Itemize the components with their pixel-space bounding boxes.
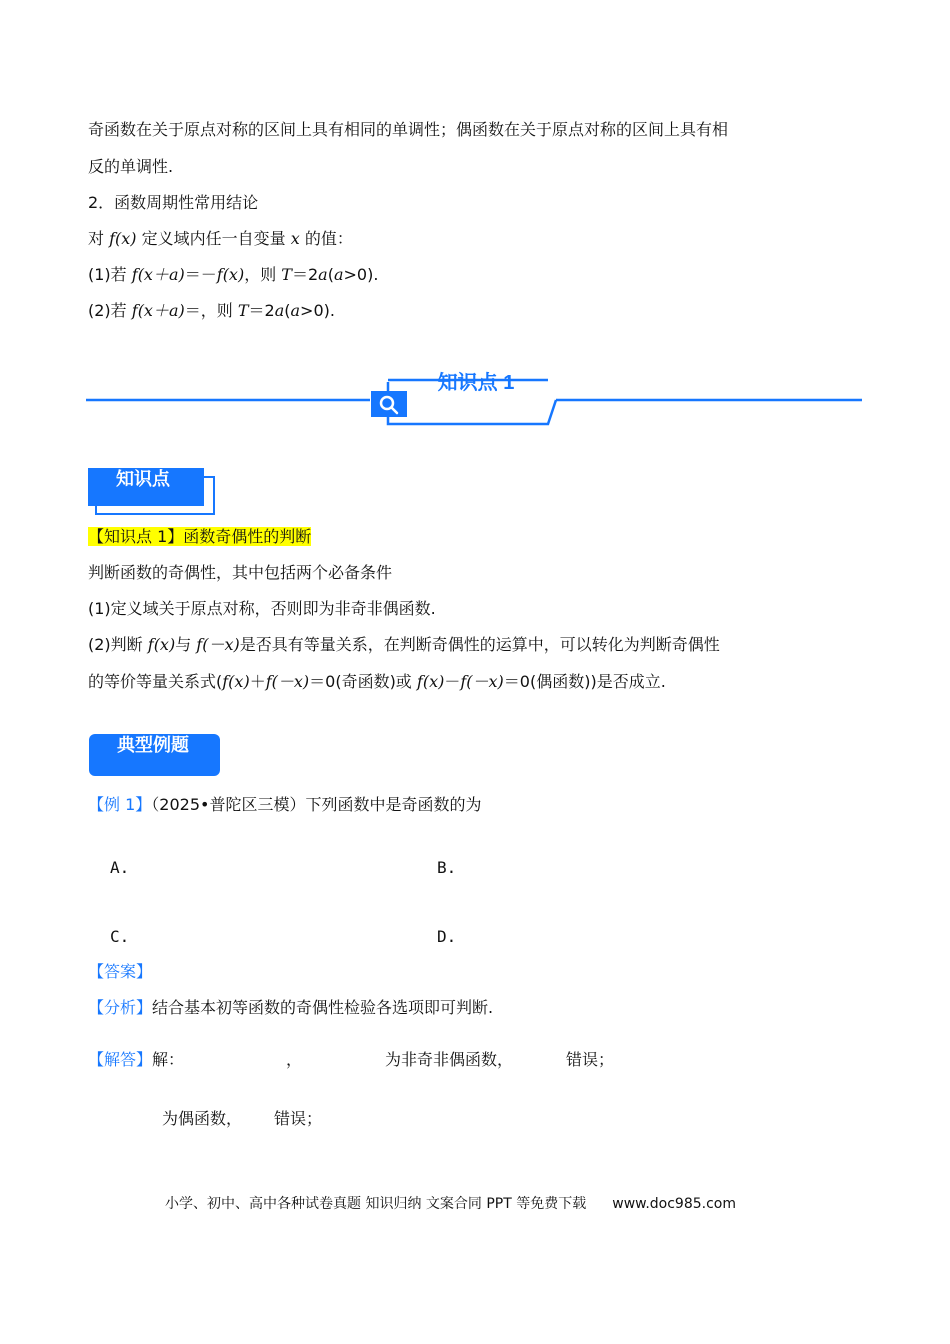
section-2-title: 2．函数周期性常用结论 [88,193,259,212]
page-footer [165,1193,736,1213]
knowledge-point-title: 知识点 1 [437,372,515,394]
option-c: C. [110,927,130,946]
footer-url[interactable]: www.doc985.com [612,1196,736,1212]
solution-comma: ， [286,1050,303,1069]
knowledge-point-header [0,360,950,440]
example-tag: 典型例题 [89,734,220,776]
option-b: B. [437,858,457,877]
option-d: D. [437,927,457,946]
option-a: A. [110,858,130,877]
search-icon [371,391,407,417]
domain-line: 对 f(x) 定义域内任一自变量 x 的值： [88,229,353,248]
period-rule-1: (1)若 f(x＋a)＝－f(x)，则 T＝2a(a>0). [88,265,379,284]
example-1-stem: 【例 1】（2025•普陀区三模）下列函数中是奇函数的为 [88,795,482,814]
analysis-line: 【分析】结合基本初等函数的奇偶性检验各选项即可判断. [88,998,494,1017]
answer-label: 【答案】 [88,962,153,981]
intro-line-1: 奇函数在关于原点对称的区间上具有相同的单调性；偶函数在关于原点对称的区间上具有相 [88,120,729,139]
kp1-line-3: (2)判断 f(x)与 f(－x)是否具有等量关系，在判断奇偶性的运算中，可以转化为判断奇偶性 [88,635,720,654]
footer-text: 小学、初中、高中各种试卷真题 知识归纳 文案合同 PPT 等免费下载 [165,1196,587,1212]
solution-wrong-1: 错误； [566,1050,615,1069]
kp1-line-1: 判断函数的奇偶性，其中包括两个必备条件 [88,563,393,582]
kp1-line-4: 的等价等量关系式(f(x)＋f(－x)＝0(奇函数)或 f(x)－f(－x)＝0(偶函数))是否成立. [88,672,666,691]
intro-line-2: 反的单调性. [88,157,174,176]
solution-non-odd-even: 为非奇非偶函数， [385,1050,514,1069]
solution-even: 为偶函数， [162,1109,243,1128]
kp-tag: 知识点 [88,468,204,506]
solution-wrong-2: 错误； [274,1109,323,1128]
period-rule-2: (2)若 f(x＋a)＝，则 T＝2a(a>0). [88,301,335,320]
kp1-line-2: (1)定义域关于原点对称，否则即为非奇非偶函数. [88,599,436,618]
solution-line-1: 【解答】解： [88,1050,185,1069]
kp1-badge: 【知识点 1】函数奇偶性的判断 [88,527,312,546]
